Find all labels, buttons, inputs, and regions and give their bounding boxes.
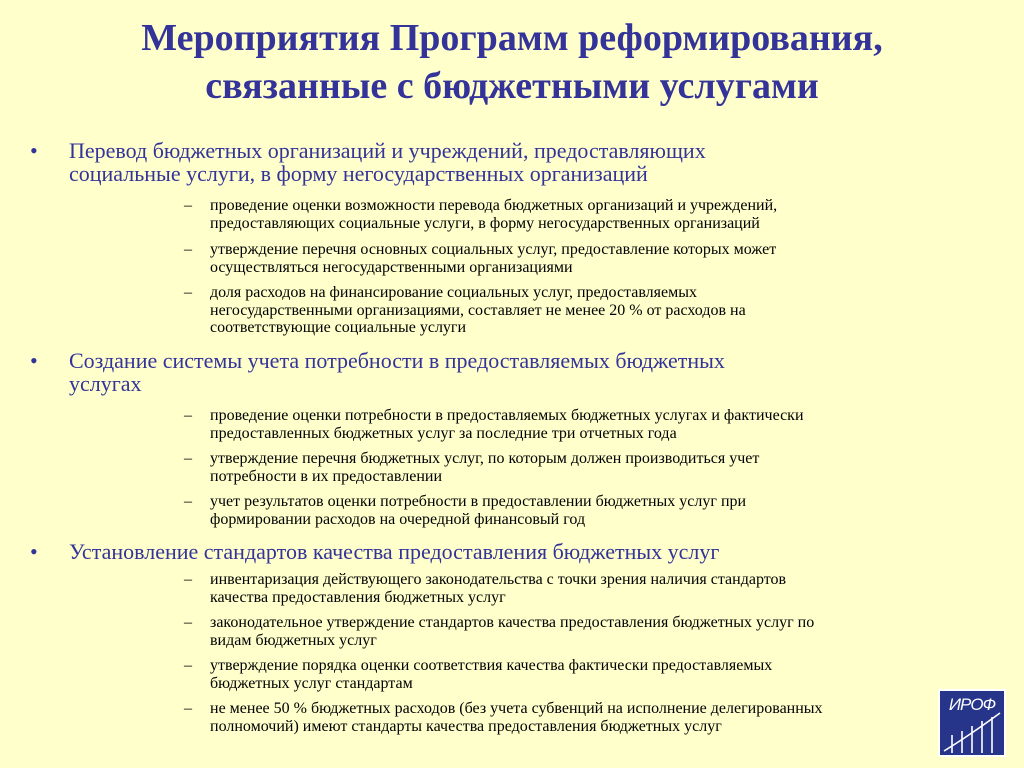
irof-logo	[938, 689, 1006, 757]
dash-mark: –	[184, 197, 192, 214]
dash-mark: –	[184, 407, 192, 424]
sub-item-text	[210, 700, 970, 735]
bullet-heading-line: Установление стандартов качества предоставления бюджетных услуг	[69, 539, 720, 564]
dash-mark: –	[184, 571, 192, 588]
bullet-heading	[69, 349, 929, 395]
dash-mark: –	[184, 700, 192, 717]
dash-mark: –	[184, 614, 192, 631]
sub-item-line: качества предоставления бюджетных услуг	[210, 588, 506, 606]
sub-item-line: инвентаризация действующего законодательства с точки зрения наличия стандартов	[210, 571, 787, 588]
bullet-mark: •	[30, 138, 38, 163]
dash-mark: –	[184, 450, 192, 467]
bullet-heading-line: социальные услуги, в форму негосударственных организаций	[69, 161, 648, 186]
sub-item-line: утверждение перечня бюджетных услуг, по которым должен производиться учет	[210, 450, 760, 467]
bullet-heading-line: Перевод бюджетных организаций и учреждений, предоставляющих	[69, 138, 706, 163]
sub-item-text	[210, 241, 970, 276]
sub-item-line: бюджетных услуг стандартам	[210, 674, 413, 692]
sub-item-text	[210, 493, 970, 528]
bullet-mark: •	[30, 539, 38, 564]
sub-item-text	[210, 284, 970, 337]
sub-item-line: предоставляющих социальные услуги, в форму негосударственных организаций	[210, 214, 760, 232]
sub-item-line: полномочий) имеют стандарты качества предоставления бюджетных услуг	[210, 717, 722, 735]
dash-mark: –	[184, 657, 192, 674]
dash-mark: –	[184, 493, 192, 510]
bullet-heading	[69, 139, 929, 185]
sub-item-line: осуществляться негосударственными организациями	[210, 258, 573, 276]
sub-item-line: предоставленных бюджетных услуг за последние три отчетных года	[210, 424, 677, 442]
bullet-heading	[69, 540, 929, 563]
sub-item-line: соответствующие социальные услуги	[210, 319, 467, 336]
sub-item-line: видам бюджетных услуг	[210, 631, 377, 649]
sub-item-line: потребности в их предоставлении	[210, 467, 443, 485]
sub-item-line: доля расходов на финансирование социальных услуг, предоставляемых	[210, 284, 697, 301]
sub-item-text	[210, 450, 970, 485]
logo-text: ИРОФ	[948, 695, 996, 714]
sub-item-line: не менее 50 % бюджетных расходов (без учета субвенций на исполнение делегированных	[210, 700, 823, 717]
sub-item-text	[210, 407, 970, 442]
dash-mark: –	[184, 241, 192, 258]
dash-mark: –	[184, 284, 192, 301]
sub-item-line: утверждение порядка оценки соответствия качества фактически предоставляемых	[210, 657, 773, 674]
sub-item-line: проведение оценки потребности в предоставляемых бюджетных услугах и фактически	[210, 407, 804, 424]
title-line-1: Мероприятия Программ реформирования,	[141, 17, 883, 59]
sub-item-line: учет результатов оценки потребности в предоставлении бюджетных услуг при	[210, 493, 747, 510]
bullet-mark: •	[30, 348, 38, 373]
bullet-heading-line: Создание системы учета потребности в предоставляемых бюджетных	[69, 348, 725, 373]
sub-item-text	[210, 657, 970, 692]
bullet-heading-line: услугах	[69, 371, 142, 396]
sub-item-text	[210, 614, 970, 649]
sub-item-text	[210, 197, 970, 232]
sub-item-line: проведение оценки возможности перевода бюджетных организаций и учреждений,	[210, 197, 778, 214]
sub-item-line: утверждение перечня основных социальных услуг, предоставление которых может	[210, 241, 777, 258]
sub-item-line: формировании расходов на очередной финансовый год	[210, 510, 586, 528]
sub-item-line: законодательное утверждение стандартов качества предоставления бюджетных услуг по	[210, 614, 815, 631]
title-line-2: связанные с бюджетными услугами	[205, 65, 819, 107]
sub-item-line: негосударственными организациями, составляет не менее 20 % от расходов на	[210, 301, 746, 319]
sub-item-text	[210, 571, 970, 606]
